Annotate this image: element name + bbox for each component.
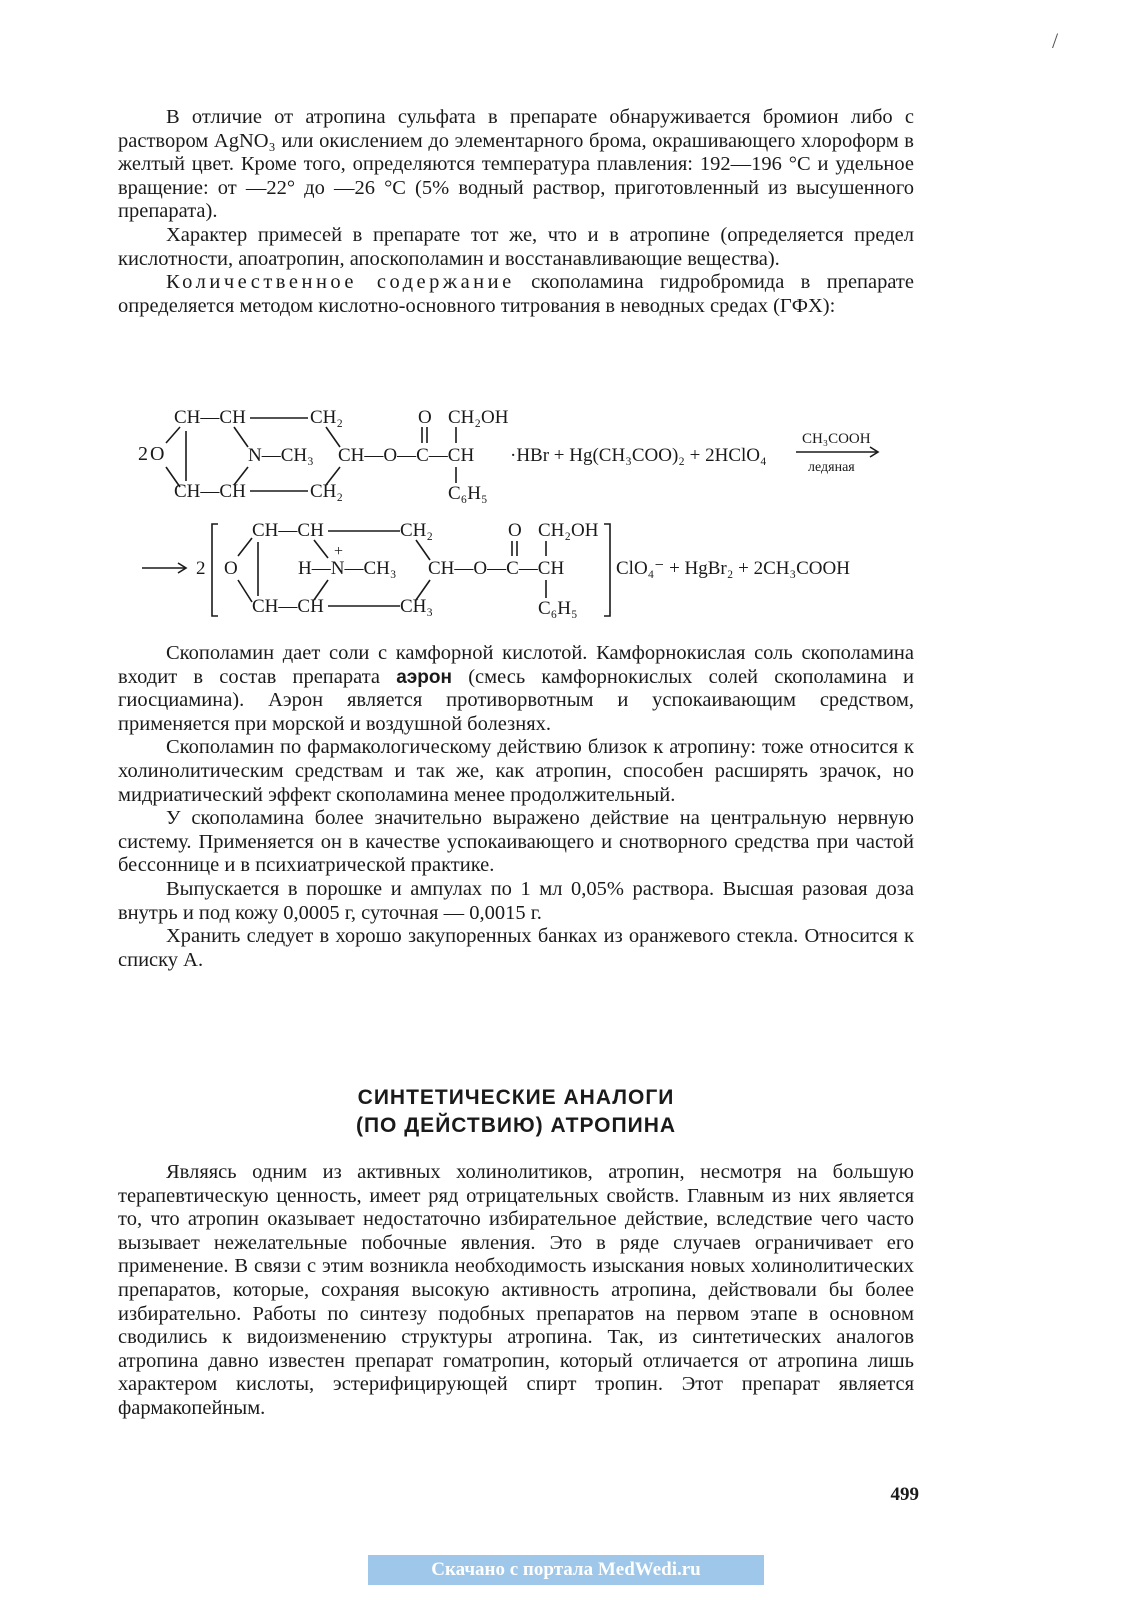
- eq2-ch3-bottom: CH₃: [400, 596, 434, 617]
- eq2-ch2oh: CH₂OH: [538, 520, 599, 541]
- eq2-c6h5: C₆H₅: [538, 598, 578, 619]
- page-number: 499: [890, 1484, 919, 1505]
- paragraph-aeron-part1: Скополамин дает соли с камфорной кислотой. Камфорнокислая соль скополамина входит в состав препарата: [118, 642, 914, 688]
- eq1-ch-ch-top: CH—CH: [174, 407, 246, 428]
- paragraph-synthetic-analogs: Являясь одним из активных холинолитиков, атропин, несмотря на большую терапевтическую ценность, имеет ряд отрицательных свойств. Главным из них является то, что атропин оказывает недостаточно избирательное действие, вследствие чего часто вызывает нежелательные побочные явления. Это в ряде случаев ограничивает его применение. В связи с этим возникла необходимость изыскания новых холинолитических препаратов, которые, сохраняя высокую активность атропина, действовали бы более избирательно. Работы по синтезу подобных препаратов на первом этапе в основном сводились к видоизменению структуры атропина. Так, из синтетических аналогов атропина давно известен препарат гоматропин, который отличается от атропина лишь характером кислоты, эстерифицирующей спирт тропин. Этот препарат является фармакопейным.: [118, 1161, 914, 1419]
- eq2-ester-chain: CH—O—C—CH: [428, 558, 565, 579]
- eq2-hn-ch3: H—N—CH₃: [298, 558, 397, 579]
- text-block-top: [118, 106, 914, 318]
- section-heading-line2: (ПО ДЕЙСТВИЮ) АТРОПИНА: [355, 1114, 677, 1137]
- download-banner[interactable]: Скачано с портала MedWedi.ru: [368, 1555, 764, 1585]
- paragraph-quantitative-rest: скополамина гидробромида в препарате определяется методом кислотно-основного титрования в неводных средах (ГФХ):: [118, 271, 914, 317]
- scan-mark: /: [1052, 28, 1059, 53]
- text-block-bottom: [118, 1161, 914, 1421]
- text-block-middle: [118, 642, 914, 972]
- paragraph-bromide-test: В отличие от атропина сульфата в препарате обнаруживается бромион либо с раствором AgNO₃ или окислением до элементарного брома, окрашивающего хлороформ в желтый цвет. Кроме того, определяются температура плавления: 192—196 °С и удельное вращение: от —22° до —26 °С (5% водный раствор, приготовленный из высушенного препарата).: [118, 106, 914, 223]
- eq1-c6h5: C₆H₅: [448, 483, 488, 504]
- eq2-plus: +: [334, 543, 344, 560]
- eq2-ch-ch-top: CH—CH: [252, 520, 324, 541]
- eq1-ring-oxygen: O: [150, 443, 165, 465]
- eq1-reagents: ·HBr + Hg(CH₃COO)₂ + 2HClO₄: [510, 445, 767, 466]
- eq1-ch2-top: CH₂: [310, 407, 344, 428]
- eq1-n-ch3: N—CH₃: [248, 445, 314, 466]
- eq1-coefficient: 2: [138, 443, 148, 465]
- paragraph-storage: Хранить следует в хорошо закупоренных банках из оранжевого стекла. Относится к списку А.: [118, 925, 914, 971]
- paragraph-pharmacology: Скополамин по фармакологическому действию близок к атропину: тоже относится к холинолитическим средствам и так же, как атропин, способен расширять зрачок, но мидриатический эффект скополамина менее продолжительный.: [118, 736, 914, 806]
- eq1-ch2oh: CH₂OH: [448, 407, 509, 428]
- eq1-ch-ch-bottom: CH—CH: [174, 481, 246, 502]
- reaction-equation-2: [138, 520, 918, 632]
- paragraph-cns: У скополамина более значительно выражено действие на центральную нервную систему. Применяется он в качестве успокаивающего и снотворного средства при частой бессоннице и в психиатрической практике.: [118, 807, 914, 877]
- eq2-products: ClO₄⁻ + HgBr₂ + 2CH₃COOH: [616, 558, 850, 579]
- eq2-carbonyl-o: O: [508, 520, 522, 541]
- eq2-ring-oxygen: O: [224, 558, 238, 579]
- paragraph-aeron: [118, 642, 914, 736]
- eq1-arrow-bottom: ледяная: [808, 460, 855, 475]
- paragraph-release-form: Выпускается в порошке и ампулах по 1 мл 0,05% раствора. Высшая разовая доза внутрь и под кожу 0,0005 г, суточная — 0,0015 г.: [118, 877, 914, 924]
- eq1-arrow-top: CH₃COOH: [802, 431, 871, 447]
- paragraph-aeron-part2: (смесь камфорнокислых солей скополамина и гиосциамина). Аэрон является противорвотным и успокаивающим средством, применяется при морской и воздушной болезнях.: [118, 665, 915, 735]
- eq2-coefficient: 2: [196, 558, 206, 579]
- spaced-term: Количественное содержание: [166, 271, 515, 294]
- section-heading: [118, 1084, 914, 1140]
- paragraph-impurities: Характер примесей в препарате тот же, что и в атропине (определяется предел кислотности, апоатропин, апоскополамин и восстанавливающие вещества).: [118, 223, 914, 270]
- eq2-ch-ch-bottom: CH—CH: [252, 596, 324, 617]
- eq2-ch2-top: CH₂: [400, 520, 434, 541]
- eq1-ch2-bottom: CH₂: [310, 481, 344, 502]
- reaction-equation-1: [130, 405, 920, 515]
- eq1-carbonyl-o: O: [418, 407, 432, 428]
- term-aeron: аэрон: [396, 666, 452, 688]
- section-heading-line1: СИНТЕТИЧЕСКИЕ АНАЛОГИ: [357, 1086, 675, 1109]
- paragraph-quantitative: [118, 271, 914, 318]
- eq1-ester-chain: CH—O—C—CH: [338, 445, 475, 466]
